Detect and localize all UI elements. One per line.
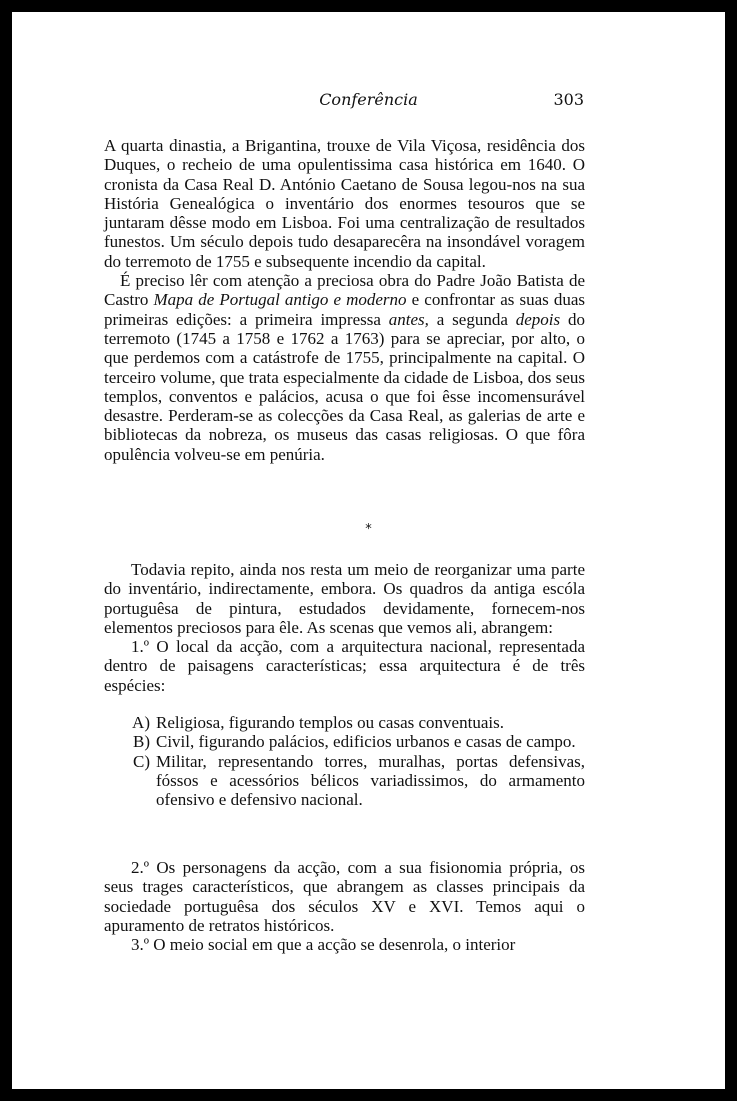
section-separator: * <box>365 522 372 537</box>
list-item-label: B) <box>133 732 150 752</box>
paragraph-3: Todavia repito, ainda nos resta um meio de reorganizar uma parte do inventário, indirectamente, embora. Os quadros da antiga escóla portuguêsa de pintura, estudados devidamente, fornecem-nos elementos preciosos para êle. As scenas que vemos ali, abrangem: <box>104 560 585 637</box>
paragraph-6: 3.º O meio social em que a acção se desenrola, o interior <box>131 935 516 955</box>
paragraph-2-text-d: do terremoto (1745 a 1758 e 1762 a 1763) para se apreciar, por alto, o que perdemos com a catástrofe de 1755, principalmente na capital. O terceiro volume, que trata especialmente da cidade de Lisboa, dos seus templos, conventos e palácios, acusa o que foi êsse incomensurável desastre. Perderam-se as colecções da Casa Real, as galerias de arte e bibliotecas da nobreza, os museus das casas religiosas. O que fôra opulência volveu-se em penúria. <box>104 309 585 464</box>
body-text-section-2 <box>104 560 585 830</box>
list-item-label: A) <box>132 713 150 733</box>
body-text-section-1 <box>104 136 585 464</box>
book-title-italic: Mapa de Portugal antigo e moderno <box>153 290 407 310</box>
body-text-section-3 <box>104 858 585 954</box>
paragraph-2-text-a: É preciso lêr com atenção a preciosa obra do Padre João Batista de Castro <box>104 271 585 310</box>
page-header <box>12 90 725 114</box>
paragraph-1: A quarta dinastia, a Brigantina, trouxe de Vila Viçosa, residência dos Duques, o recheio de uma opulentissima casa histórica em 1640. O cronista da Casa Real D. António Caetano de Sousa legou-nos na sua História Genealógica o inventário dos enormes tesouros que se juntaram dêsse modo em Lisboa. Foi uma centralização de resultados funestos. Um século depois tudo desaparecêra na insondável voragem do terremoto de 1755 e subsequente incendio da capital. <box>104 136 585 271</box>
list-item-text: Religiosa, figurando templos ou casas conventuais. <box>156 713 504 733</box>
paragraph-2 <box>104 271 585 464</box>
architecture-list <box>104 713 585 809</box>
running-title: Conferência <box>319 90 418 109</box>
italic-antes: antes, <box>388 309 429 329</box>
list-item <box>104 732 585 751</box>
list-item-text: Militar, representando torres, muralhas, portas defensivas, fóssos e acessórios bélicos variadissimos, do armamento ofensivo e defensivo nacional. <box>156 751 585 810</box>
list-item <box>104 713 585 732</box>
list-item <box>104 752 585 810</box>
list-item-label: C) <box>133 751 150 771</box>
list-item-text: Civil, figurando palácios, edificios urbanos e casas de campo. <box>156 732 576 752</box>
book-page <box>12 12 725 1089</box>
paragraph-4: 1.º O local da acção, com a arquitectura nacional, representada dentro de paisagens características; essa arquitectura é de três espécies: <box>104 637 585 695</box>
paragraph-2-text-b: e confrontar as suas duas primeiras edições: a primeira impressa <box>104 290 585 329</box>
paragraph-5: 2.º Os personagens da acção, com a sua fisionomia própria, os seus trages característicos, que abrangem as classes principais da sociedade portuguêsa dos séculos XV e XVI. Temos aqui o apuramento de retratos históricos. <box>104 858 585 935</box>
italic-depois: depois <box>515 309 561 329</box>
paragraph-2-text-c: a segunda <box>428 309 516 329</box>
page-number: 303 <box>553 90 584 109</box>
